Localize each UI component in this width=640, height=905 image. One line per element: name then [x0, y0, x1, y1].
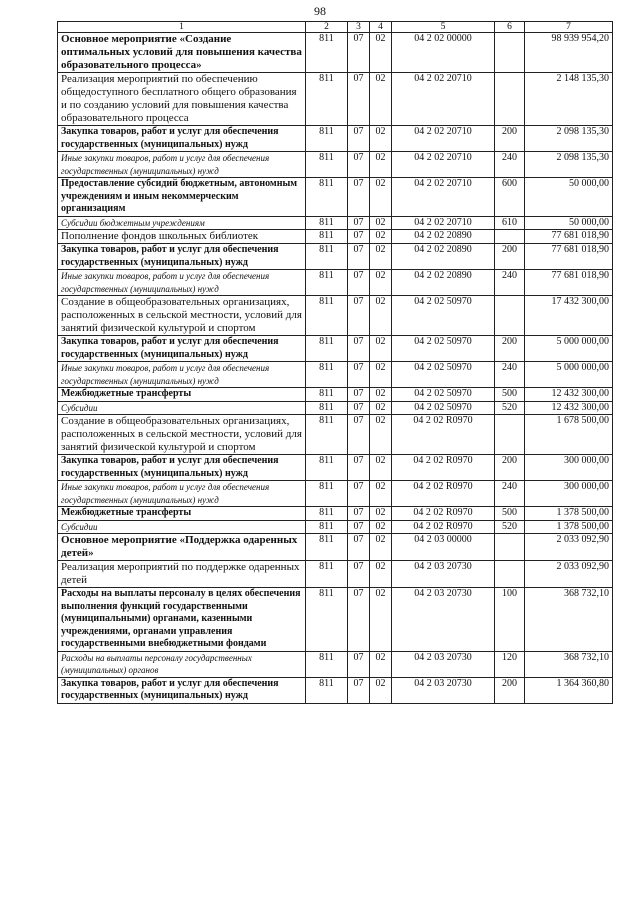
budget-table: [57, 21, 613, 704]
column-header: 7: [525, 22, 613, 33]
expense-name-cell: Расходы на выплаты персоналу государственных (муниципальных) органов: [58, 651, 306, 677]
expense-type-cell: 100: [495, 588, 525, 652]
subsection-code-cell: 02: [370, 362, 392, 388]
subsection-code-cell: 02: [370, 507, 392, 521]
ministry-code-cell: 811: [306, 126, 348, 152]
expense-type-cell: 500: [495, 388, 525, 402]
subsection-code-cell: 02: [370, 520, 392, 534]
ministry-code-cell: 811: [306, 336, 348, 362]
expense-name-cell: Закупка товаров, работ и услуг для обеспечения государственных (муниципальных) нужд: [58, 455, 306, 481]
section-code-cell: 07: [348, 270, 370, 296]
amount-cell: 300 000,00: [525, 455, 613, 481]
target-article-cell: 04 2 02 00000: [392, 33, 495, 73]
target-article-cell: 04 2 02 20890: [392, 244, 495, 270]
amount-cell: 1 678 500,00: [525, 415, 613, 455]
section-code-cell: 07: [348, 336, 370, 362]
target-article-cell: 04 2 02 20710: [392, 126, 495, 152]
target-article-cell: 04 2 02 20710: [392, 178, 495, 217]
target-article-cell: 04 2 02 50970: [392, 296, 495, 336]
target-article-cell: 04 2 03 20730: [392, 561, 495, 588]
expense-type-cell: [495, 33, 525, 73]
expense-type-cell: [495, 230, 525, 244]
amount-cell: 300 000,00: [525, 481, 613, 507]
subsection-code-cell: 02: [370, 126, 392, 152]
ministry-code-cell: 811: [306, 481, 348, 507]
subsection-code-cell: 02: [370, 415, 392, 455]
section-code-cell: 07: [348, 244, 370, 270]
table-row: [58, 216, 613, 230]
table-row: [58, 455, 613, 481]
target-article-cell: 04 2 02 50970: [392, 388, 495, 402]
ministry-code-cell: 811: [306, 296, 348, 336]
subsection-code-cell: 02: [370, 561, 392, 588]
amount-cell: 1 378 500,00: [525, 520, 613, 534]
ministry-code-cell: 811: [306, 588, 348, 652]
section-code-cell: 07: [348, 507, 370, 521]
expense-type-cell: 610: [495, 216, 525, 230]
table-row: [58, 244, 613, 270]
amount-cell: 77 681 018,90: [525, 244, 613, 270]
expense-name-cell: Реализация мероприятий по обеспечению общедоступного бесплатного общего образования и по созданию условий для повышения качества образовательного процесса: [58, 73, 306, 126]
table-row: [58, 73, 613, 126]
expense-name-cell: Иные закупки товаров, работ и услуг для обеспечения государственных (муниципальных) нужд: [58, 481, 306, 507]
amount-cell: 50 000,00: [525, 216, 613, 230]
subsection-code-cell: 02: [370, 455, 392, 481]
section-code-cell: 07: [348, 401, 370, 415]
table-row: [58, 270, 613, 296]
table-row: [58, 651, 613, 677]
amount-cell: 12 432 300,00: [525, 401, 613, 415]
expense-name-cell: Иные закупки товаров, работ и услуг для обеспечения государственных (муниципальных) нужд: [58, 152, 306, 178]
table-body: [58, 33, 613, 704]
expense-name-cell: Иные закупки товаров, работ и услуг для обеспечения государственных (муниципальных) нужд: [58, 270, 306, 296]
ministry-code-cell: 811: [306, 178, 348, 217]
table-row: [58, 336, 613, 362]
table-row: [58, 415, 613, 455]
amount-cell: 17 432 300,00: [525, 296, 613, 336]
expense-type-cell: 200: [495, 677, 525, 703]
target-article-cell: 04 2 02 R0970: [392, 520, 495, 534]
subsection-code-cell: 02: [370, 588, 392, 652]
target-article-cell: 04 2 02 50970: [392, 362, 495, 388]
table-row: [58, 152, 613, 178]
target-article-cell: 04 2 03 20730: [392, 651, 495, 677]
ministry-code-cell: 811: [306, 677, 348, 703]
expense-name-cell: Реализация мероприятий по поддержке одаренных детей: [58, 561, 306, 588]
expense-name-cell: Расходы на выплаты персоналу в целях обеспечения выполнения функций государственными (муниципальными) органами, казенными учреждениями, органами управления государственными внебюджетными фондами: [58, 588, 306, 652]
table-row: [58, 33, 613, 73]
table-row: [58, 534, 613, 561]
table-row: [58, 677, 613, 703]
section-code-cell: 07: [348, 33, 370, 73]
section-code-cell: 07: [348, 388, 370, 402]
section-code-cell: 07: [348, 520, 370, 534]
target-article-cell: 04 2 02 20710: [392, 73, 495, 126]
section-code-cell: 07: [348, 152, 370, 178]
expense-name-cell: Основное мероприятие «Создание оптимальных условий для повышения качества образовательного процесса»: [58, 33, 306, 73]
ministry-code-cell: 811: [306, 415, 348, 455]
ministry-code-cell: 811: [306, 388, 348, 402]
amount-cell: 2 098 135,30: [525, 152, 613, 178]
amount-cell: 2 148 135,30: [525, 73, 613, 126]
expense-type-cell: 520: [495, 520, 525, 534]
subsection-code-cell: 02: [370, 401, 392, 415]
expense-name-cell: Межбюджетные трансферты: [58, 507, 306, 521]
subsection-code-cell: 02: [370, 178, 392, 217]
column-header: 3: [348, 22, 370, 33]
section-code-cell: 07: [348, 216, 370, 230]
ministry-code-cell: 811: [306, 230, 348, 244]
table-row: [58, 401, 613, 415]
ministry-code-cell: 811: [306, 507, 348, 521]
subsection-code-cell: 02: [370, 33, 392, 73]
ministry-code-cell: 811: [306, 401, 348, 415]
expense-type-cell: 120: [495, 651, 525, 677]
ministry-code-cell: 811: [306, 152, 348, 178]
ministry-code-cell: 811: [306, 362, 348, 388]
expense-name-cell: Иные закупки товаров, работ и услуг для обеспечения государственных (муниципальных) нужд: [58, 362, 306, 388]
expense-type-cell: [495, 415, 525, 455]
section-code-cell: 07: [348, 677, 370, 703]
expense-name-cell: Межбюджетные трансферты: [58, 388, 306, 402]
expense-name-cell: Основное мероприятие «Поддержка одаренных детей»: [58, 534, 306, 561]
target-article-cell: 04 2 02 20890: [392, 270, 495, 296]
expense-type-cell: [495, 73, 525, 126]
section-code-cell: 07: [348, 73, 370, 126]
expense-name-cell: Предоставление субсидий бюджетным, автономным учреждениям и иным некоммерческим организациям: [58, 178, 306, 217]
expense-type-cell: [495, 561, 525, 588]
target-article-cell: 04 2 03 00000: [392, 534, 495, 561]
column-number-row: [58, 22, 613, 33]
expense-name-cell: Закупка товаров, работ и услуг для обеспечения государственных (муниципальных) нужд: [58, 677, 306, 703]
ministry-code-cell: 811: [306, 216, 348, 230]
ministry-code-cell: 811: [306, 270, 348, 296]
target-article-cell: 04 2 02 R0970: [392, 481, 495, 507]
expense-type-cell: [495, 296, 525, 336]
expense-name-cell: Пополнение фондов школьных библиотек: [58, 230, 306, 244]
amount-cell: 2 033 092,90: [525, 561, 613, 588]
subsection-code-cell: 02: [370, 296, 392, 336]
target-article-cell: 04 2 02 R0970: [392, 415, 495, 455]
table-row: [58, 561, 613, 588]
column-header: 4: [370, 22, 392, 33]
ministry-code-cell: 811: [306, 455, 348, 481]
table-row: [58, 230, 613, 244]
expense-type-cell: 500: [495, 507, 525, 521]
ministry-code-cell: 811: [306, 534, 348, 561]
subsection-code-cell: 02: [370, 73, 392, 126]
expense-type-cell: 240: [495, 152, 525, 178]
table-row: [58, 388, 613, 402]
target-article-cell: 04 2 02 R0970: [392, 455, 495, 481]
ministry-code-cell: 811: [306, 651, 348, 677]
subsection-code-cell: 02: [370, 152, 392, 178]
table-row: [58, 481, 613, 507]
amount-cell: 77 681 018,90: [525, 270, 613, 296]
subsection-code-cell: 02: [370, 388, 392, 402]
page-number: 98: [314, 4, 326, 18]
section-code-cell: 07: [348, 230, 370, 244]
expense-type-cell: 200: [495, 244, 525, 270]
subsection-code-cell: 02: [370, 336, 392, 362]
subsection-code-cell: 02: [370, 244, 392, 270]
expense-type-cell: 200: [495, 126, 525, 152]
subsection-code-cell: 02: [370, 677, 392, 703]
target-article-cell: 04 2 02 20710: [392, 216, 495, 230]
amount-cell: 12 432 300,00: [525, 388, 613, 402]
section-code-cell: 07: [348, 415, 370, 455]
table-row: [58, 296, 613, 336]
expense-type-cell: [495, 534, 525, 561]
column-header: 1: [58, 22, 306, 33]
amount-cell: 50 000,00: [525, 178, 613, 217]
section-code-cell: 07: [348, 481, 370, 507]
ministry-code-cell: 811: [306, 244, 348, 270]
subsection-code-cell: 02: [370, 230, 392, 244]
expense-name-cell: Закупка товаров, работ и услуг для обеспечения государственных (муниципальных) нужд: [58, 126, 306, 152]
amount-cell: 2 098 135,30: [525, 126, 613, 152]
subsection-code-cell: 02: [370, 216, 392, 230]
amount-cell: 2 033 092,90: [525, 534, 613, 561]
table-row: [58, 588, 613, 652]
amount-cell: 77 681 018,90: [525, 230, 613, 244]
expense-type-cell: 520: [495, 401, 525, 415]
amount-cell: 1 364 360,80: [525, 677, 613, 703]
amount-cell: 368 732,10: [525, 588, 613, 652]
subsection-code-cell: 02: [370, 270, 392, 296]
target-article-cell: 04 2 03 20730: [392, 588, 495, 652]
section-code-cell: 07: [348, 455, 370, 481]
column-header: 6: [495, 22, 525, 33]
amount-cell: 98 939 954,20: [525, 33, 613, 73]
target-article-cell: 04 2 02 20710: [392, 152, 495, 178]
target-article-cell: 04 2 02 R0970: [392, 507, 495, 521]
section-code-cell: 07: [348, 178, 370, 217]
table-row: [58, 520, 613, 534]
expense-name-cell: Создание в общеобразовательных организациях, расположенных в сельской местности, условий для занятий физической культурой и спортом: [58, 415, 306, 455]
amount-cell: 368 732,10: [525, 651, 613, 677]
expense-type-cell: 200: [495, 455, 525, 481]
section-code-cell: 07: [348, 362, 370, 388]
ministry-code-cell: 811: [306, 33, 348, 73]
section-code-cell: 07: [348, 561, 370, 588]
subsection-code-cell: 02: [370, 651, 392, 677]
expense-name-cell: Закупка товаров, работ и услуг для обеспечения государственных (муниципальных) нужд: [58, 244, 306, 270]
section-code-cell: 07: [348, 534, 370, 561]
section-code-cell: 07: [348, 126, 370, 152]
target-article-cell: 04 2 02 50970: [392, 336, 495, 362]
expense-type-cell: 240: [495, 481, 525, 507]
table-row: [58, 507, 613, 521]
section-code-cell: 07: [348, 296, 370, 336]
target-article-cell: 04 2 02 20890: [392, 230, 495, 244]
target-article-cell: 04 2 03 20730: [392, 677, 495, 703]
expense-type-cell: 240: [495, 270, 525, 296]
table-row: [58, 362, 613, 388]
table-row: [58, 126, 613, 152]
table-row: [58, 178, 613, 217]
column-header: 2: [306, 22, 348, 33]
expense-name-cell: Субсидии бюджетным учреждениям: [58, 216, 306, 230]
expense-name-cell: Закупка товаров, работ и услуг для обеспечения государственных (муниципальных) нужд: [58, 336, 306, 362]
ministry-code-cell: 811: [306, 561, 348, 588]
section-code-cell: 07: [348, 588, 370, 652]
expense-type-cell: 200: [495, 336, 525, 362]
ministry-code-cell: 811: [306, 73, 348, 126]
subsection-code-cell: 02: [370, 534, 392, 561]
target-article-cell: 04 2 02 50970: [392, 401, 495, 415]
ministry-code-cell: 811: [306, 520, 348, 534]
column-header: 5: [392, 22, 495, 33]
expense-name-cell: Создание в общеобразовательных организациях, расположенных в сельской местности, условий для занятий физической культурой и спортом: [58, 296, 306, 336]
expense-name-cell: Субсидии: [58, 520, 306, 534]
expense-name-cell: Субсидии: [58, 401, 306, 415]
expense-type-cell: 240: [495, 362, 525, 388]
subsection-code-cell: 02: [370, 481, 392, 507]
section-code-cell: 07: [348, 651, 370, 677]
expense-type-cell: 600: [495, 178, 525, 217]
amount-cell: 1 378 500,00: [525, 507, 613, 521]
amount-cell: 5 000 000,00: [525, 362, 613, 388]
amount-cell: 5 000 000,00: [525, 336, 613, 362]
